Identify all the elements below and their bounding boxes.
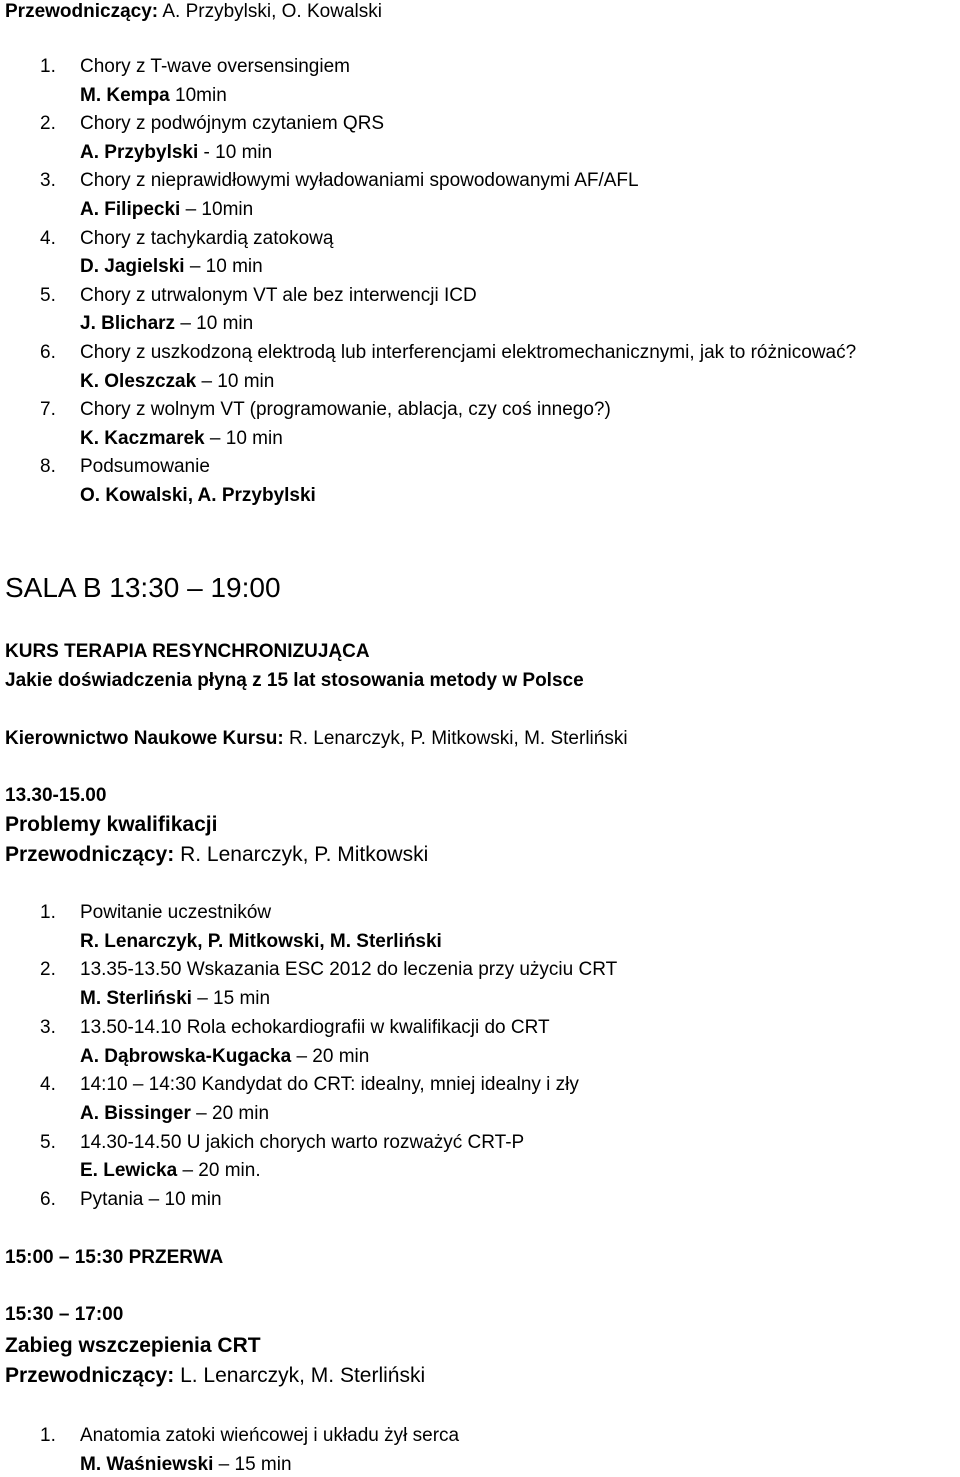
item-speaker-line bbox=[80, 930, 442, 954]
item-speaker: D. Jagielski bbox=[80, 256, 185, 278]
chair-names: A. Przybylski, O. Kowalski bbox=[162, 1, 382, 22]
agenda-item bbox=[40, 958, 617, 982]
block2-chair-label: Przewodniczący: bbox=[5, 1364, 175, 1387]
item-title: Pytania – 10 min bbox=[80, 1189, 222, 1210]
item-duration: – 10 min bbox=[204, 427, 283, 449]
block2-chair-names: L. Lenarczyk, M. Sterliński bbox=[174, 1364, 426, 1387]
item-title: 14:10 – 14:30 Kandydat do CRT: idealny, mniej idealny i zły bbox=[80, 1074, 579, 1096]
item-speaker-line bbox=[80, 1045, 369, 1069]
item-number: 8. bbox=[40, 456, 56, 478]
item-title: 14.30-14.50 U jakich chorych warto rozważyć CRT-P bbox=[80, 1131, 525, 1153]
item-duration: - 10 min bbox=[198, 141, 273, 163]
item-title: 13.50-14.10 Rola echokardiografii w kwalifikacji do CRT bbox=[80, 1016, 550, 1038]
agenda-item bbox=[40, 227, 333, 251]
item-speaker: O. Kowalski, A. Przybylski bbox=[80, 485, 316, 506]
item-speaker-line bbox=[80, 198, 253, 222]
break-line: 15:00 – 15:30 PRZERWA bbox=[5, 1247, 224, 1268]
agenda-item bbox=[40, 455, 210, 479]
item-title: Chory z T-wave oversensingiem bbox=[80, 56, 350, 77]
item-speaker: A. Bissinger bbox=[80, 1102, 191, 1124]
agenda-item bbox=[40, 1424, 459, 1448]
agenda-item bbox=[40, 1131, 524, 1155]
direction-line bbox=[5, 727, 628, 751]
item-number: 4. bbox=[40, 1074, 56, 1096]
item-speaker: A. Filipecki bbox=[80, 199, 181, 220]
item-title: Chory z podwójnym czytaniem QRS bbox=[80, 113, 385, 135]
block1-chair bbox=[5, 843, 428, 867]
item-speaker-line bbox=[80, 427, 283, 451]
item-number: 1. bbox=[40, 902, 56, 923]
direction-names: R. Lenarczyk, P. Mitkowski, M. Sterliński bbox=[283, 728, 628, 749]
item-speaker: K. Kaczmarek bbox=[80, 427, 205, 449]
agenda-item bbox=[40, 1188, 222, 1212]
chair-line-top bbox=[5, 0, 382, 24]
item-number: 4. bbox=[40, 227, 56, 249]
agenda-item bbox=[40, 341, 856, 365]
item-number: 1. bbox=[40, 1425, 56, 1446]
agenda-item bbox=[40, 398, 611, 422]
item-number: 1. bbox=[40, 56, 56, 77]
item-duration: – 10 min bbox=[196, 370, 275, 392]
agenda-item bbox=[40, 1073, 579, 1097]
item-number: 7. bbox=[40, 399, 56, 421]
item-duration: – 10 min bbox=[184, 256, 263, 278]
item-speaker: K. Oleszczak bbox=[80, 370, 197, 392]
item-duration: – 10min bbox=[180, 199, 254, 220]
agenda-item bbox=[40, 1016, 550, 1040]
block2-time: 15:30 – 17:00 bbox=[5, 1304, 124, 1325]
item-title: Chory z uszkodzoną elektrodą lub interferencjami elektromechanicznymi, jak to różnicować? bbox=[80, 342, 857, 363]
item-speaker-line bbox=[80, 1102, 269, 1126]
item-speaker: M. Kempa bbox=[80, 84, 170, 106]
item-title: Powitanie uczestników bbox=[80, 902, 272, 923]
item-speaker: A. Dąbrowska-Kugacka bbox=[80, 1045, 292, 1067]
sala-heading: SALA B 13:30 – 19:00 bbox=[5, 572, 281, 603]
item-speaker-line bbox=[80, 370, 274, 394]
item-number: 3. bbox=[40, 1016, 56, 1038]
agenda-item bbox=[40, 901, 271, 925]
item-number: 5. bbox=[40, 1131, 56, 1153]
item-duration: 10min bbox=[169, 84, 227, 106]
item-speaker: M. Waśniewski bbox=[80, 1453, 214, 1475]
item-speaker-line bbox=[80, 1159, 261, 1183]
item-title: Anatomia zatoki wieńcowej i układu żył serca bbox=[80, 1425, 460, 1446]
item-duration: – 15 min bbox=[191, 988, 271, 1010]
item-speaker-line bbox=[80, 255, 263, 279]
item-speaker-line bbox=[80, 312, 253, 336]
item-speaker-line bbox=[80, 141, 272, 165]
item-number: 2. bbox=[40, 959, 56, 981]
item-number: 2. bbox=[40, 113, 56, 135]
agenda-item bbox=[40, 169, 639, 193]
item-speaker: A. Przybylski bbox=[80, 141, 199, 163]
chair-label: Przewodniczący: bbox=[5, 1, 159, 22]
item-number: 6. bbox=[40, 342, 56, 363]
block1-time: 13.30-15.00 bbox=[5, 785, 107, 806]
block1-chair-label: Przewodniczący: bbox=[5, 843, 175, 866]
course-title: KURS TERAPIA RESYNCHRONIZUJĄCA bbox=[5, 641, 370, 662]
agenda-item bbox=[40, 55, 350, 79]
item-speaker: M. Sterliński bbox=[80, 988, 192, 1010]
item-speaker-line bbox=[80, 84, 227, 108]
block2-chair bbox=[5, 1364, 425, 1388]
item-duration: – 20 min bbox=[190, 1102, 270, 1124]
course-subtitle: Jakie doświadczenia płyną z 15 lat stosowania metody w Polsce bbox=[5, 670, 584, 691]
item-number: 3. bbox=[40, 170, 56, 192]
block1-title: Problemy kwalifikacji bbox=[5, 813, 218, 836]
item-speaker: E. Lewicka bbox=[80, 1160, 178, 1182]
item-title: Chory z utrwalonym VT ale bez interwencji ICD bbox=[80, 284, 477, 306]
item-number: 6. bbox=[40, 1189, 56, 1210]
agenda-item bbox=[40, 112, 384, 136]
item-title: 13.35-13.50 Wskazania ESC 2012 do leczenia przy użyciu CRT bbox=[80, 959, 618, 981]
item-duration: – 20 min bbox=[291, 1045, 370, 1067]
block1-chair-names: R. Lenarczyk, P. Mitkowski bbox=[174, 843, 429, 866]
item-speaker-line bbox=[80, 987, 270, 1011]
item-number: 5. bbox=[40, 284, 56, 306]
item-speaker: J. Blicharz bbox=[80, 313, 176, 335]
item-speaker-line bbox=[80, 484, 316, 508]
item-title: Chory z tachykardią zatokową bbox=[80, 227, 334, 249]
item-title: Chory z wolnym VT (programowanie, ablacja, czy coś innego?) bbox=[80, 399, 611, 421]
item-speaker-line bbox=[80, 1453, 292, 1477]
item-title: Podsumowanie bbox=[80, 456, 210, 478]
item-speaker: R. Lenarczyk, P. Mitkowski, M. Sterliński bbox=[80, 930, 442, 952]
item-duration: – 20 min. bbox=[177, 1160, 261, 1182]
item-title: Chory z nieprawidłowymi wyładowaniami spowodowanymi AF/AFL bbox=[80, 170, 639, 192]
item-duration: – 10 min bbox=[175, 313, 254, 335]
block2-title: Zabieg wszczepienia CRT bbox=[5, 1334, 261, 1357]
agenda-item bbox=[40, 284, 477, 308]
direction-label: Kierownictwo Naukowe Kursu: bbox=[5, 728, 284, 749]
item-duration: – 15 min bbox=[213, 1453, 292, 1475]
